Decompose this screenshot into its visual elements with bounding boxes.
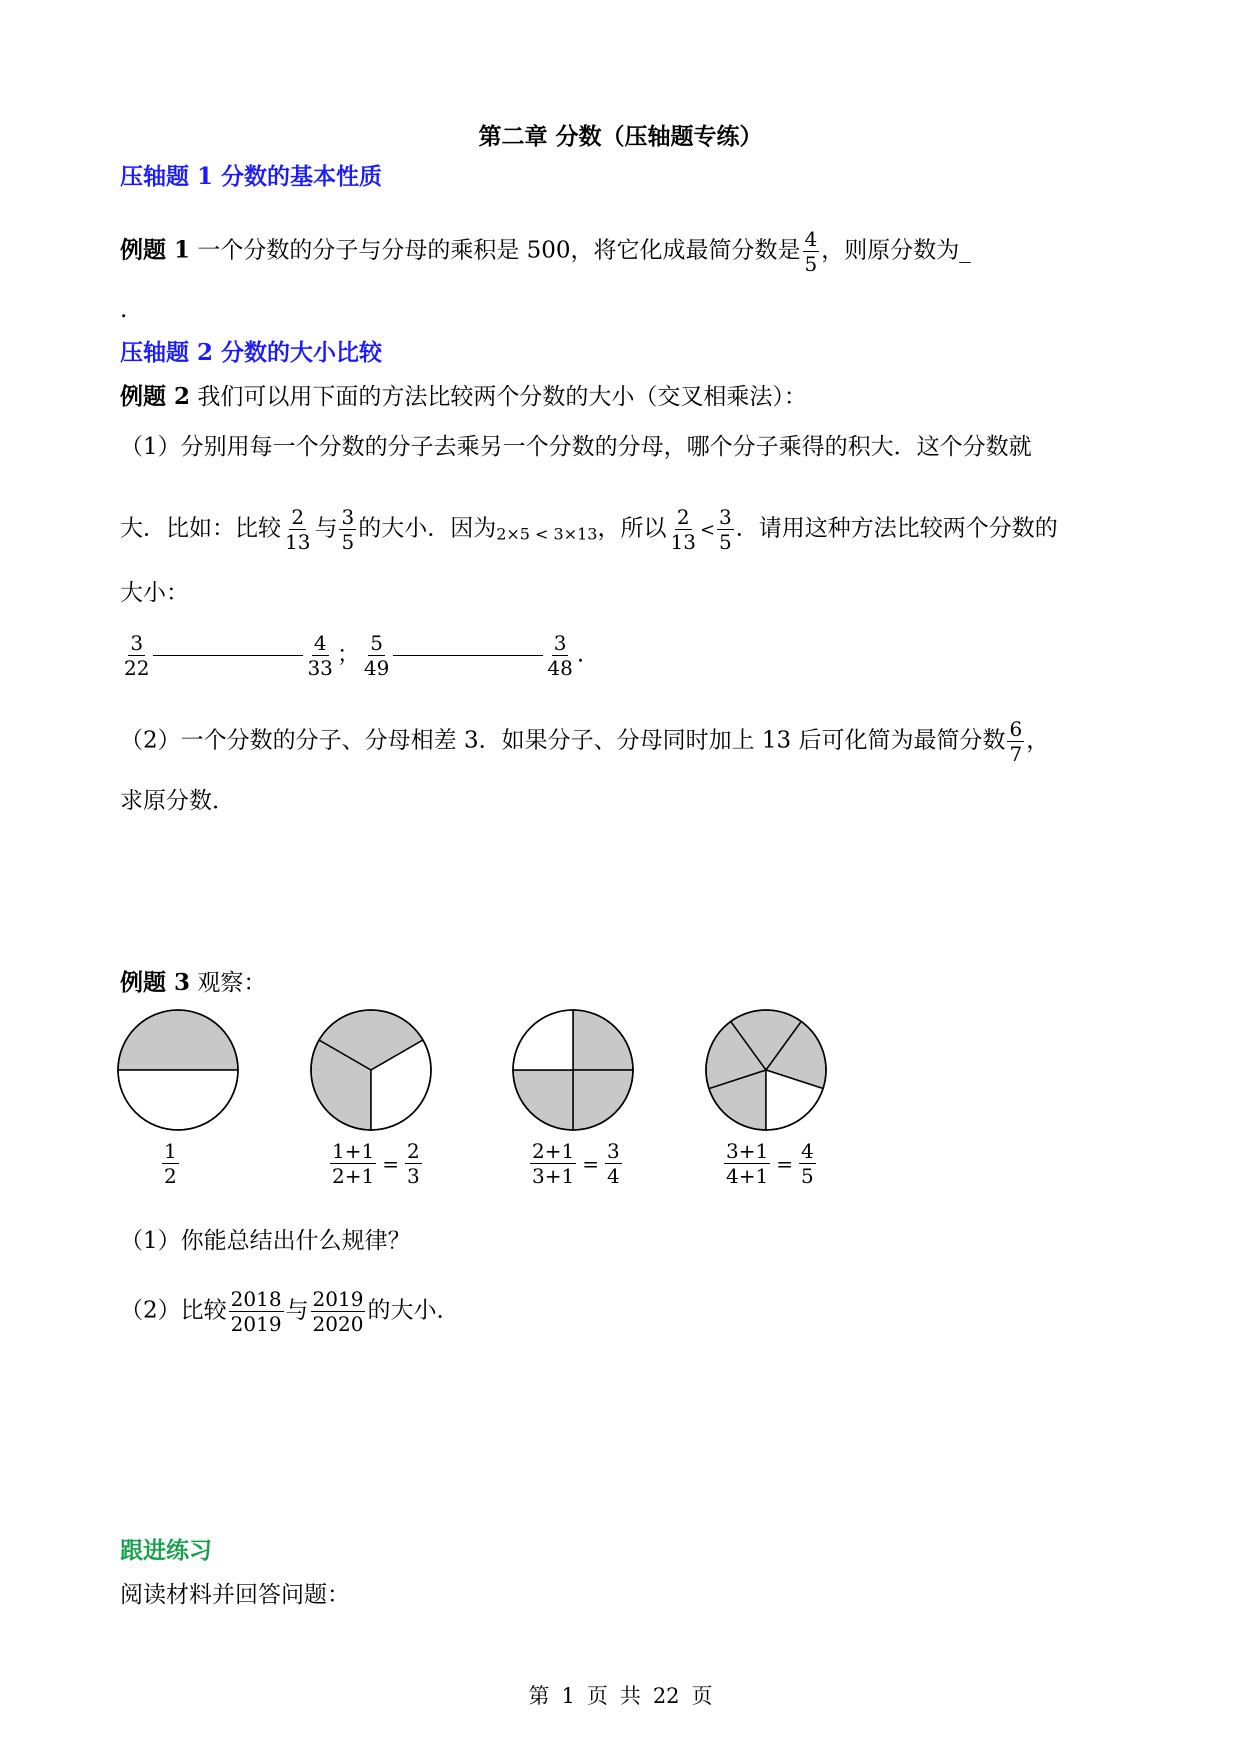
example-1-fraction	[803, 228, 820, 275]
practice-heading: 跟进练习	[120, 1537, 212, 1564]
text: ，	[1026, 727, 1050, 754]
fraction-numerator: 3	[341, 505, 355, 529]
fraction-numerator: 5	[370, 631, 383, 655]
fraction	[283, 506, 312, 553]
circle-caption-3	[528, 1140, 624, 1187]
example-1-text-a: 一个分数的分子与分母的乘积是 500，将它化成最简分数是	[190, 237, 801, 264]
example-2-part1-line1: （1）分别用每一个分数的分子去乘另一个分数的分母，哪个分子乘得的积大．这个分数就	[120, 434, 1032, 460]
fraction-numerator: 4	[313, 631, 327, 655]
text: （2）一个分数的分子、分母相差 3．如果分子、分母同时加上 13 后可化简为最简分数	[120, 727, 1006, 754]
shaded-sector	[118, 1010, 238, 1070]
fraction-numerator: 2018	[230, 1287, 282, 1311]
equals-sign: =	[382, 1151, 399, 1176]
fraction-numerator: 2	[676, 505, 690, 529]
example-3-intro	[120, 968, 266, 998]
footer-text: 页	[586, 1684, 608, 1708]
example-3-question-2	[120, 1288, 459, 1335]
shaded-sector	[513, 1070, 573, 1130]
fraction	[530, 1140, 576, 1187]
fraction-denominator: 33	[307, 656, 333, 680]
separator: ；	[336, 641, 360, 668]
fraction	[799, 1140, 816, 1187]
fraction-denominator: 2+1	[332, 1164, 375, 1188]
footer-text: 第	[528, 1684, 550, 1708]
circle-caption-1	[160, 1140, 181, 1187]
example-2-part1-line2	[120, 506, 1058, 553]
fraction	[605, 1140, 622, 1187]
fraction-circles	[0, 1006, 1241, 1146]
example-2-intro-text: 我们可以用下面的方法比较两个分数的大小（交叉相乘法）：	[190, 384, 807, 410]
example-1-text-b: ，则原分数为_	[821, 237, 971, 264]
fraction-numerator: 4	[804, 227, 818, 251]
fraction-denominator: 5	[719, 530, 732, 554]
example-1-label: 例题 1	[120, 236, 191, 264]
practice-text: 阅读材料并回答问题：	[120, 1582, 350, 1608]
fraction	[122, 632, 151, 679]
example-2-part2-line2: 求原分数．	[120, 788, 235, 814]
section-heading-1: 压轴题 1 分数的基本性质	[120, 163, 383, 190]
text: 观察：	[190, 970, 267, 996]
fraction-numerator: 2	[291, 505, 305, 529]
fraction	[339, 506, 356, 553]
fraction-numerator: 1+1	[332, 1139, 375, 1163]
fraction-denominator: 5	[341, 530, 355, 554]
fraction-denominator: 4+1	[726, 1164, 769, 1188]
fraction-denominator: 4	[606, 1164, 620, 1188]
circle-caption-4	[722, 1140, 818, 1187]
fraction	[668, 506, 697, 553]
fraction	[545, 632, 574, 679]
fraction-denominator: 22	[124, 656, 150, 680]
example-1	[120, 228, 971, 275]
equals-sign: =	[582, 1151, 599, 1176]
footer-text: 共	[619, 1684, 641, 1708]
fraction-numerator: 1	[164, 1139, 177, 1163]
text: 的大小．因为	[358, 515, 497, 542]
example-3-question-1: （1）你能总结出什么规律？	[120, 1228, 411, 1254]
fraction-circle-2	[311, 1010, 431, 1130]
fraction-denominator: 49	[363, 656, 390, 680]
example-2-part2-line1	[120, 718, 1049, 765]
text: 大．比如：比较	[120, 515, 281, 542]
unshaded-sector	[513, 1010, 573, 1070]
period: .	[576, 641, 585, 668]
fraction-numerator: 2+1	[532, 1139, 575, 1163]
section-heading-2: 压轴题 2 分数的大小比较	[120, 339, 383, 366]
footer-text: 页	[691, 1684, 713, 1708]
example-2-part1-line3: 大小：	[120, 580, 189, 606]
fraction	[330, 1140, 376, 1187]
fraction-numerator: 2019	[312, 1287, 364, 1311]
fraction	[362, 632, 391, 679]
text: 的大小．	[367, 1297, 460, 1324]
text: 与	[285, 1297, 309, 1324]
shaded-sector	[573, 1070, 633, 1130]
page-number: 1	[561, 1684, 575, 1708]
example-2-label: 例题 2	[120, 383, 191, 410]
fraction	[311, 1288, 366, 1335]
fraction-numerator: 2	[406, 1139, 420, 1163]
fraction	[1007, 718, 1024, 765]
text: ，所以	[597, 515, 667, 542]
text: ．请用这种方法比较两个分数的	[735, 515, 1058, 542]
circle-caption-2	[328, 1140, 424, 1187]
fraction	[162, 1140, 179, 1187]
answer-blank	[393, 655, 543, 656]
fraction-denominator: 13	[285, 530, 311, 554]
example-2-intro	[120, 382, 807, 412]
text: （2）比较	[120, 1297, 227, 1324]
shaded-sector	[573, 1010, 633, 1070]
fraction-denominator: 2	[164, 1164, 177, 1188]
fraction	[724, 1140, 770, 1187]
fraction	[305, 632, 334, 679]
fraction	[717, 506, 734, 553]
fraction-denominator: 5	[800, 1164, 814, 1188]
fraction-denominator: 3+1	[532, 1164, 575, 1188]
fraction-circle-4	[706, 1010, 826, 1130]
fraction-numerator: 3	[719, 505, 732, 529]
fraction-circle-3	[513, 1010, 633, 1130]
fraction-numerator: 3	[553, 631, 567, 655]
unshaded-sector	[118, 1070, 238, 1130]
fraction-numerator: 6	[1009, 717, 1023, 741]
total-pages: 22	[652, 1684, 680, 1708]
example-2-comparison	[120, 632, 584, 679]
fraction-numerator: 3+1	[726, 1139, 769, 1163]
fraction-denominator: 2019	[230, 1312, 282, 1336]
fraction-numerator: 3	[130, 631, 144, 655]
fraction-denominator: 13	[670, 530, 696, 554]
page-footer	[0, 1680, 1241, 1710]
fraction-denominator: 3	[406, 1164, 420, 1188]
fraction-numerator: 4	[800, 1139, 814, 1163]
equals-sign: =	[776, 1151, 793, 1176]
page-title: 第二章 分数（压轴题专练）	[478, 123, 763, 150]
fraction	[229, 1288, 284, 1335]
fraction-denominator: 48	[547, 656, 573, 680]
fraction-denominator: 2020	[312, 1312, 364, 1336]
fraction-denominator: 7	[1009, 742, 1023, 766]
answer-blank	[153, 655, 303, 656]
fraction-circle-1	[118, 1010, 238, 1130]
fraction	[405, 1140, 422, 1187]
text: 与	[314, 515, 338, 542]
example-1-dot: .	[120, 297, 128, 323]
fraction-denominator: 5	[804, 252, 818, 276]
fraction-numerator: 3	[606, 1139, 620, 1163]
less-than-sign: <	[699, 519, 716, 541]
example-3-label: 例题 3	[120, 969, 191, 996]
inequality: 2×5 < 3×13	[496, 524, 598, 544]
